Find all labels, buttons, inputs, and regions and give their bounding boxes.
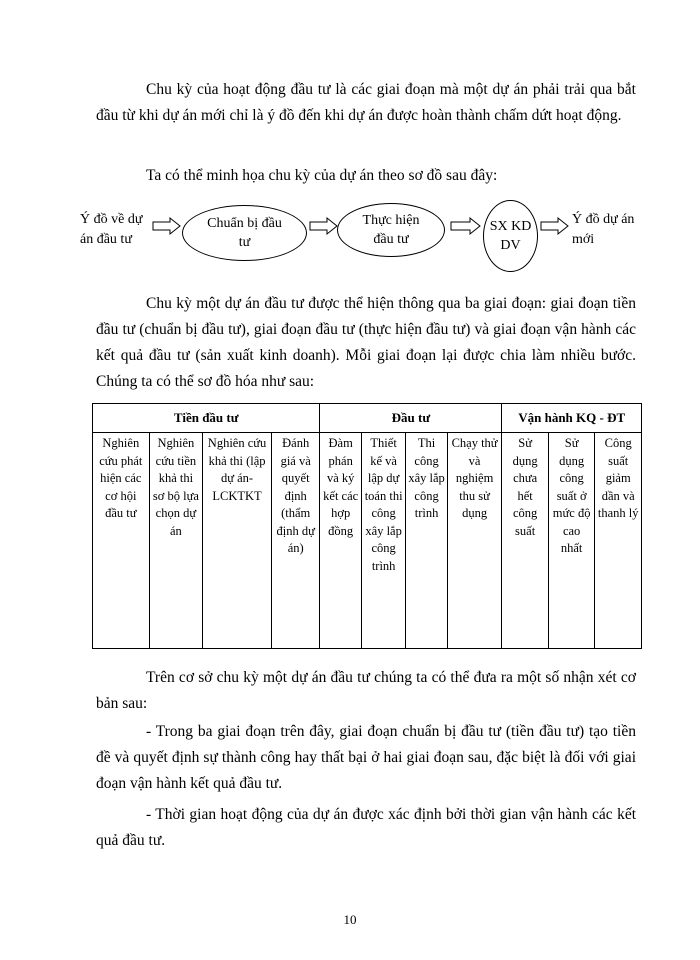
flow-arrow-2 (309, 216, 339, 236)
paragraph-diagram-intro: Ta có thể minh họa chu kỳ của dự án theo sơ đồ sau đây: (146, 167, 498, 184)
paragraph-remarks-intro: Trên cơ sở chu kỳ một dự án đầu tư chúng ta có thể đưa ra một số nhận xét cơ bản sau: (96, 669, 636, 712)
flow-step-operation: SX KD DV (483, 200, 538, 272)
page-number: 10 (343, 912, 357, 927)
flow-start-label: Ý đồ về dự án đầu tư (80, 212, 143, 247)
step-opportunity-study: Nghiên cứu phát hiện các cơ hội đầu tư (93, 433, 150, 649)
step-feasibility-study: Nghiên cứu khả thi (lập dự án- LCKTKT (203, 433, 272, 649)
table-steps-row (93, 433, 642, 649)
flow-step-implementation: Thực hiện đầu tư (337, 203, 445, 257)
paragraph-project-cycle-definition: Chu kỳ của hoạt động đầu tư là các giai đoạn mà một dự án phải trải qua bắt đầu từ khi dự án mới chỉ là ý đồ đến khi dự án được hoàn thành chấm dứt hoạt động. (96, 81, 636, 124)
paragraph-remark-2: - Thời gian hoạt động của dự án được xác định bởi thời gian vận hành các kết quả đầu tư. (96, 806, 636, 849)
step-appraisal: Đánh giá và quyết định (thẩm định dự án) (271, 433, 320, 649)
header-operation: Vận hành KQ - ĐT (502, 404, 642, 433)
paragraph-phases-intro: Chu kỳ một dự án đầu tư được thể hiện thông qua ba giai đoạn: giai đoạn tiền đầu tư (chuẩn bị đầu tư), giai đoạn đầu tư (thực hiện đầu tư) và giai đoạn vận hành các kết quả đầu tư (sản xuất kinh doanh). Mỗi giai đoạn lại được chia làm nhiều bước. Chúng ta có thể sơ đồ hóa như sau: (96, 295, 636, 390)
flow-step-preparation: Chuẩn bị đầu tư (182, 205, 307, 261)
step-full-capacity: Sử dụng công suất ở mức độ cao nhất (548, 433, 595, 649)
step-partial-capacity: Sử dụng chưa hết công suất (502, 433, 549, 649)
step-decline-liquidation: Công suất giảm dần và thanh lý (595, 433, 642, 649)
project-phases-table (92, 403, 642, 649)
table-header-row (93, 404, 642, 433)
step-commissioning: Chạy thử và nghiệm thu sử dụng (447, 433, 502, 649)
step-construction: Thi công xây lắp công trình (406, 433, 447, 649)
step-prefeasibility-study: Nghiên cứu tiền khả thi sơ bộ lựa chọn dự án (149, 433, 203, 649)
flow-end-label: Ý đồ dự án mới (572, 212, 635, 247)
flow-arrow-4 (540, 216, 570, 236)
flow-arrow-1 (152, 216, 182, 236)
step-design-estimate: Thiết kế và lập dự toán thi công xây lắp công trình (361, 433, 405, 649)
flow-arrow-3 (450, 216, 482, 236)
paragraph-remark-1: - Trong ba giai đoạn trên đây, giai đoạn chuẩn bị đầu tư (tiền đầu tư) tạo tiền đề và quyết định sự thành công hay thất bại ở hai giai đoạn sau, đặc biệt là đối với giai đoạn vận hành kết quả đầu tư. (96, 723, 636, 792)
step-negotiation: Đàm phán và ký kết các hợp đồng (320, 433, 361, 649)
header-pre-investment: Tiền đầu tư (93, 404, 320, 433)
header-investment: Đầu tư (320, 404, 502, 433)
